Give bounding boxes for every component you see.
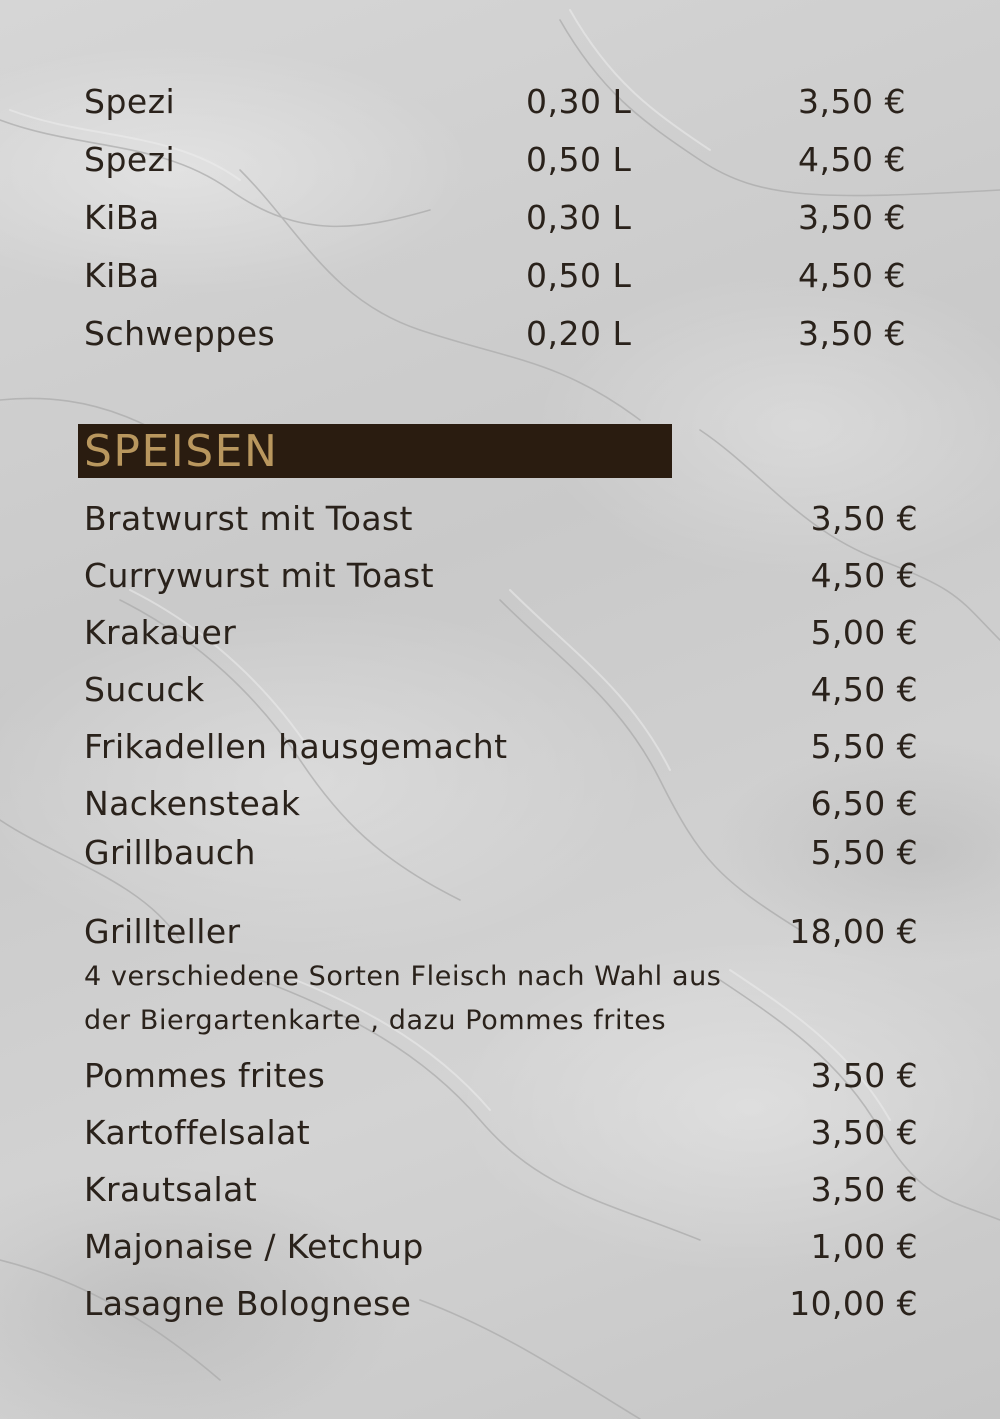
food-name: Grillteller <box>84 912 241 951</box>
food-row <box>84 723 918 771</box>
food-name: Currywurst mit Toast <box>84 556 434 595</box>
food-row <box>84 908 918 956</box>
food-price: 5,00 € <box>810 613 918 652</box>
drink-size: 0,50 L <box>526 256 632 295</box>
food-name: Krautsalat <box>84 1170 258 1209</box>
drink-name: KiBa <box>84 198 160 237</box>
drink-row <box>84 192 924 250</box>
drink-size: 0,50 L <box>526 140 632 179</box>
food-row <box>84 495 918 543</box>
drink-price: 3,50 € <box>798 314 906 353</box>
food-price: 3,50 € <box>810 1113 918 1152</box>
drink-name: Spezi <box>84 82 176 121</box>
food-row <box>84 552 918 600</box>
drink-price: 4,50 € <box>798 140 906 179</box>
food-price: 3,50 € <box>810 1170 918 1209</box>
drink-name: KiBa <box>84 256 160 295</box>
food-name: Nackensteak <box>84 784 301 823</box>
section-header-bar <box>78 424 672 478</box>
food-name: Sucuck <box>84 670 205 709</box>
food-name: Majonaise / Ketchup <box>84 1227 424 1266</box>
food-price: 4,50 € <box>810 556 918 595</box>
food-row <box>84 829 918 877</box>
food-price: 10,00 € <box>789 1284 918 1323</box>
food-price: 3,50 € <box>810 1056 918 1095</box>
drink-price: 3,50 € <box>798 82 906 121</box>
food-row <box>84 1166 918 1214</box>
food-row <box>84 609 918 657</box>
grillteller-description-line: 4 verschiedene Sorten Fleisch nach Wahl aus <box>84 961 722 992</box>
food-price: 3,50 € <box>810 499 918 538</box>
food-price: 1,00 € <box>810 1227 918 1266</box>
food-price: 5,50 € <box>810 727 918 766</box>
drinks-list <box>84 76 924 366</box>
drink-row <box>84 76 924 134</box>
food-name: Kartoffelsalat <box>84 1113 311 1152</box>
food-price: 18,00 € <box>789 912 918 951</box>
drink-row <box>84 308 924 366</box>
section-title: SPEISEN <box>84 426 279 477</box>
food-name: Pommes frites <box>84 1056 326 1095</box>
drink-row <box>84 134 924 192</box>
drink-name: Spezi <box>84 140 176 179</box>
food-name: Frikadellen hausgemacht <box>84 727 508 766</box>
food-price: 4,50 € <box>810 670 918 709</box>
food-name: Lasagne Bolognese <box>84 1284 412 1323</box>
food-row <box>84 1223 918 1271</box>
drink-size: 0,20 L <box>526 314 632 353</box>
food-row <box>84 780 918 828</box>
food-name: Grillbauch <box>84 833 256 872</box>
food-price: 6,50 € <box>810 784 918 823</box>
food-price: 5,50 € <box>810 833 918 872</box>
drink-price: 3,50 € <box>798 198 906 237</box>
drink-size: 0,30 L <box>526 198 632 237</box>
grillteller-description-line: der Biergartenkarte , dazu Pommes frites <box>84 1005 667 1036</box>
drink-row <box>84 250 924 308</box>
food-row <box>84 1052 918 1100</box>
food-name: Krakauer <box>84 613 237 652</box>
drink-name: Schweppes <box>84 314 276 353</box>
food-row <box>84 1280 918 1328</box>
food-row <box>84 1109 918 1157</box>
food-name: Bratwurst mit Toast <box>84 499 413 538</box>
drink-price: 4,50 € <box>798 256 906 295</box>
food-row <box>84 666 918 714</box>
drink-size: 0,30 L <box>526 82 632 121</box>
